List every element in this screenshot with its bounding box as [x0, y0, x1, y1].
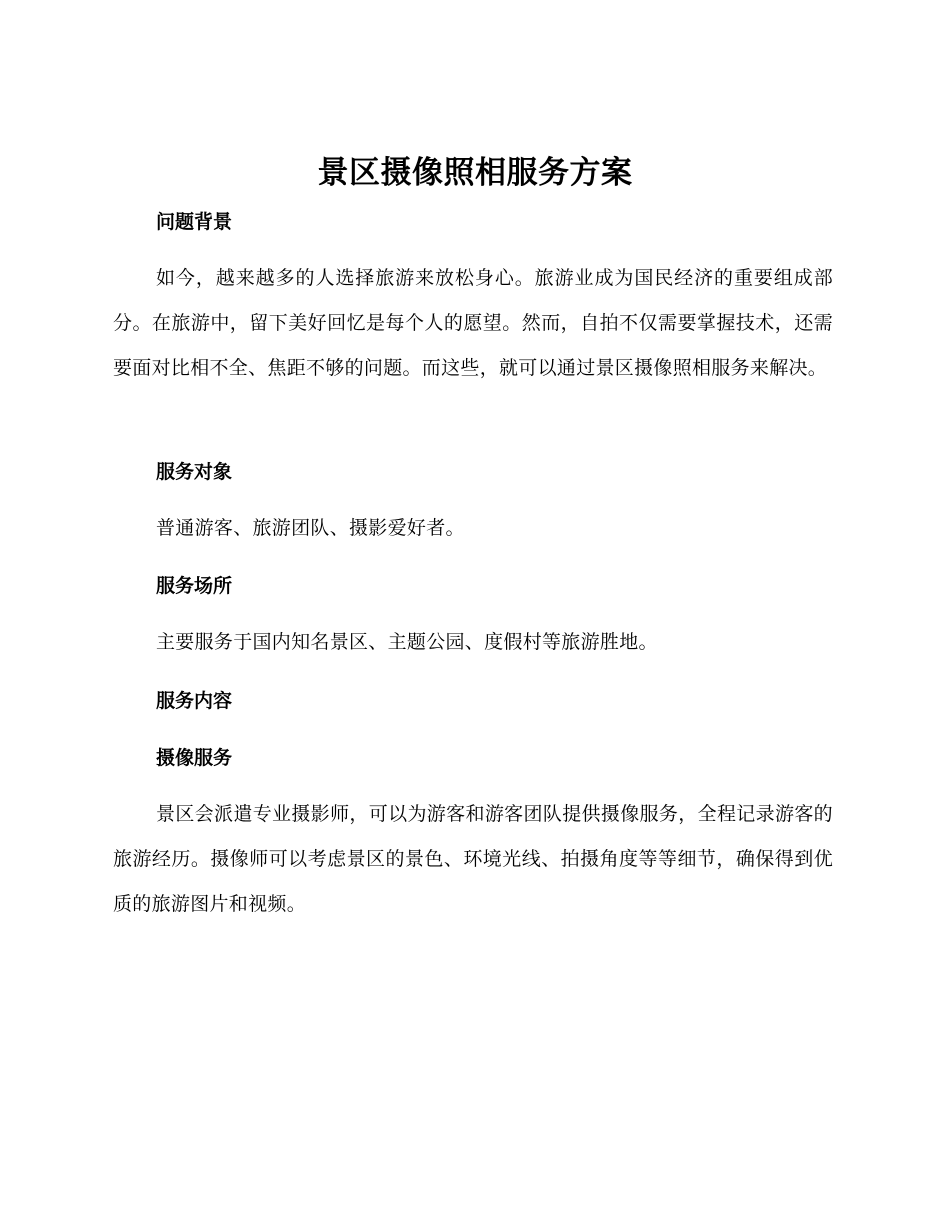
section-heading-venue: 服务场所	[156, 575, 233, 597]
section-text-background: 如今，越来越多的人选择旅游来放松身心。旅游业成为国民经济的重要组成部分。在旅游中，留下美好回忆是每个人的愿望。然而，自拍不仅需要掌握技术，还需要面对比相不全、焦距不够的问题。而这些，就可以通过景区摄像照相服务来解决。	[113, 267, 833, 379]
section-text-audience: 普通游客、旅游团队、摄影爱好者。	[156, 517, 465, 539]
section-heading-video: 摄像服务	[156, 747, 233, 769]
section-heading-audience: 服务对象	[156, 461, 233, 483]
section-text-video: 景区会派遣专业摄影师，可以为游客和游客团队提供摄像服务，全程记录游客的旅游经历。摄像师可以考虑景区的景色、环境光线、拍摄角度等等细节，确保得到优质的旅游图片和视频。	[113, 803, 833, 915]
section-heading-background: 问题背景	[156, 211, 233, 233]
section-text-venue: 主要服务于国内知名景区、主题公园、度假村等旅游胜地。	[156, 631, 658, 653]
document-title: 景区摄像照相服务方案	[317, 155, 633, 191]
section-heading-content: 服务内容	[156, 690, 233, 712]
